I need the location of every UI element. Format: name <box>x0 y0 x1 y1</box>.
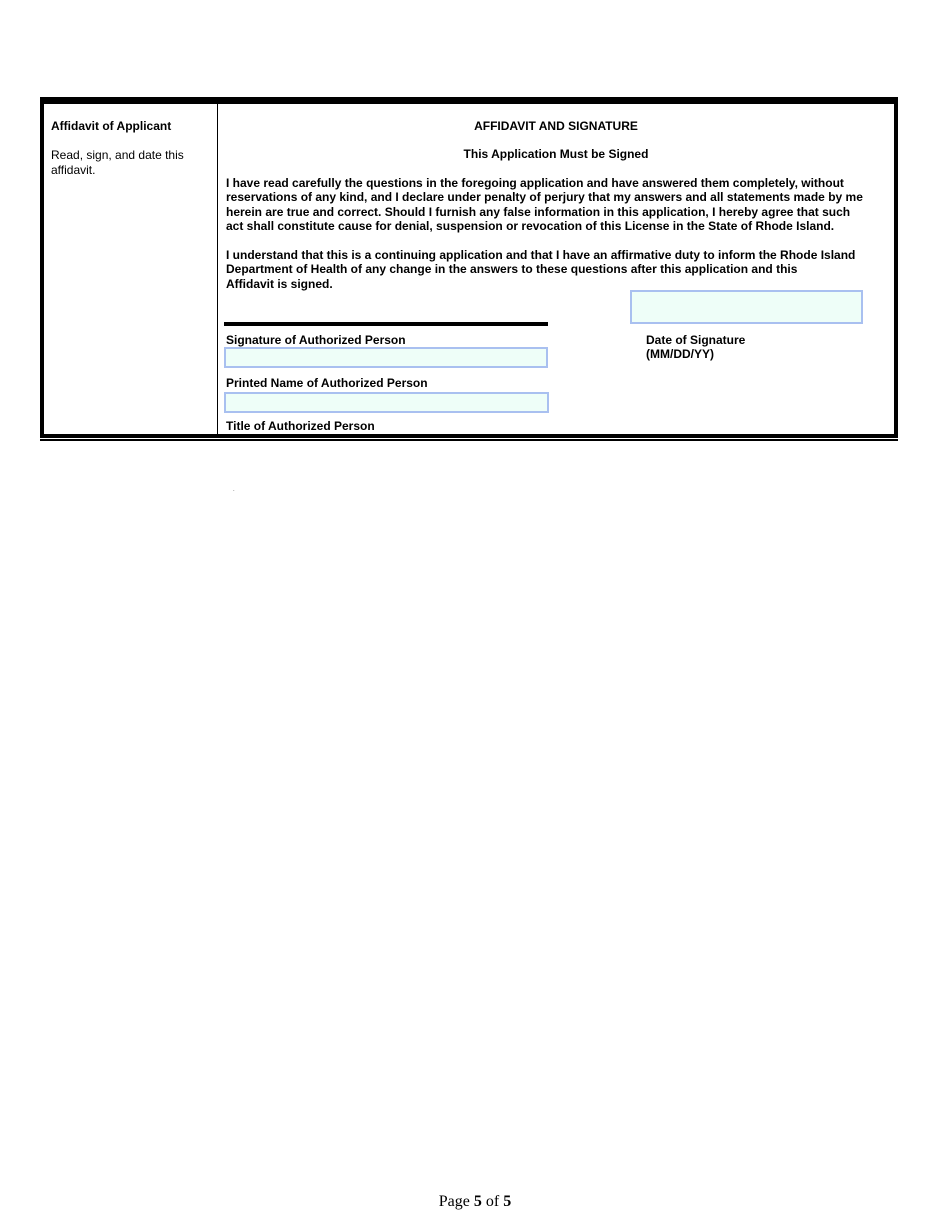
title-input[interactable] <box>224 392 549 413</box>
sidebar-instructions: Read, sign, and date this affidavit. <box>51 148 184 177</box>
date-format-label: (MM/DD/YY) <box>646 347 714 361</box>
stray-mark: . <box>233 487 235 493</box>
printed-name-input[interactable] <box>224 347 548 368</box>
column-divider <box>217 104 218 434</box>
declaration-paragraph: I have read carefully the questions in the foregoing application and have answered them completely, without reservations of any kind, and I declare under penalty of perjury that my answers and all statements made by me herein are true and correct. Should I furnish any false information in this application, I hereby agree that such act shall constitute cause for denial, suspension or revocation of this License in the State of Rhode Island. <box>226 176 863 233</box>
sidebar-heading: Affidavit of Applicant <box>51 119 172 133</box>
signature-line[interactable] <box>224 322 548 326</box>
section-subtitle: This Application Must be Signed <box>463 147 649 161</box>
date-label: Date of Signature <box>646 333 746 347</box>
continuing-duty-paragraph: I understand that this is a continuing application and that I have an affirmative duty to inform the Rhode Island Department of Health of any change in the answers to these questions after this application and this Affidavit is signed. <box>226 248 856 291</box>
page-prefix: Page <box>438 1193 474 1210</box>
section-title: AFFIDAVIT AND SIGNATURE <box>474 119 638 133</box>
page-separator: of <box>481 1193 504 1210</box>
printed-name-label: Printed Name of Authorized Person <box>226 376 428 390</box>
signature-label: Signature of Authorized Person <box>226 333 406 347</box>
page-footer <box>0 1193 950 1211</box>
title-label: Title of Authorized Person <box>226 419 375 433</box>
current-page-number: 5 <box>473 1193 482 1210</box>
date-of-signature-input[interactable] <box>630 290 863 324</box>
total-pages-number: 5 <box>503 1193 512 1210</box>
